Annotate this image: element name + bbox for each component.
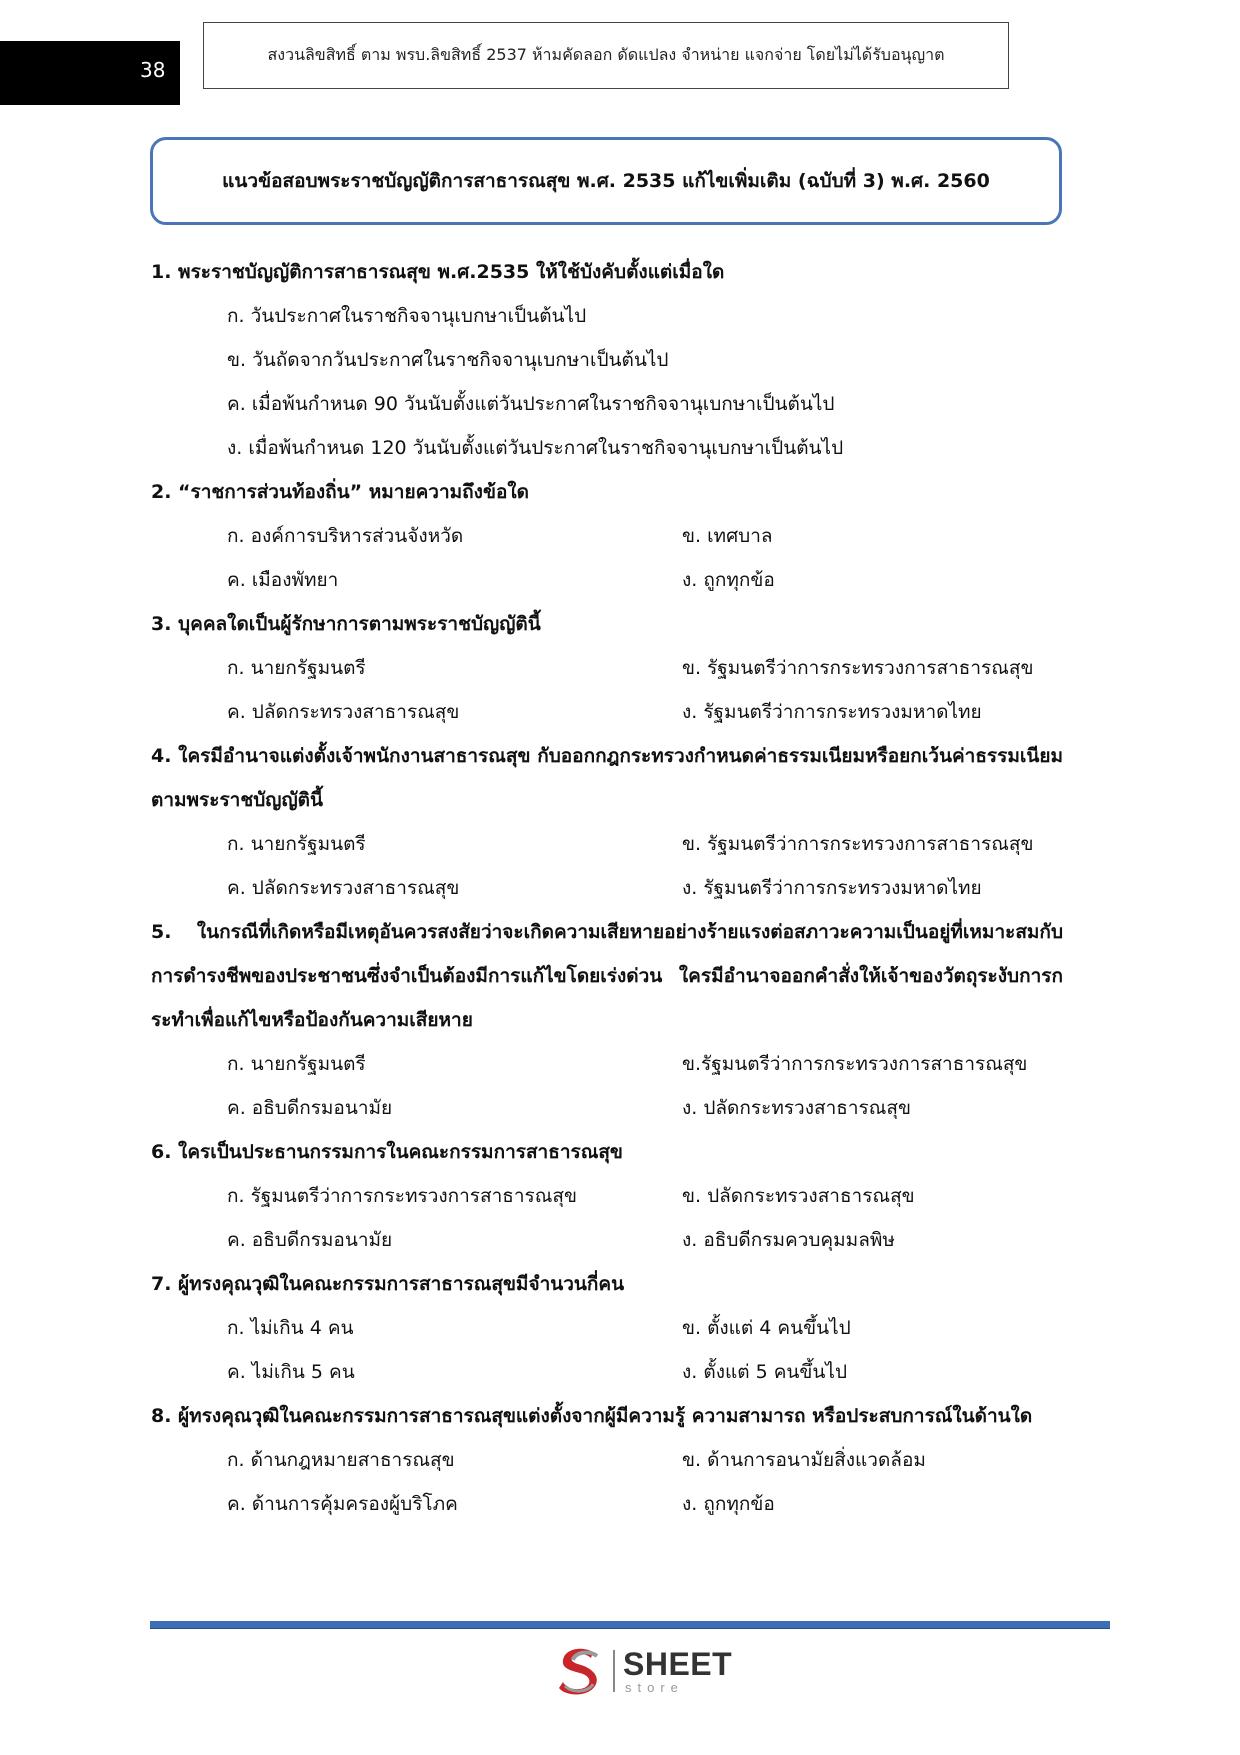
page-number: 38 bbox=[140, 58, 166, 82]
question-8-option-c: ค. ด้านการคุ้มครองผู้บริโภค bbox=[227, 1493, 458, 1515]
question-6-option-d: ง. อธิบดีกรมควบคุมมลพิษ bbox=[682, 1229, 895, 1251]
copyright-notice: สงวนลิขสิทธิ์ ตาม พรบ.ลิขสิทธิ์ 2537 ห้ามคัดลอก ดัดแปลง จำหน่าย แจกจ่าย โดยไม่ได้รับอนุญาต bbox=[203, 22, 1009, 89]
question-7: 7. ผู้ทรงคุณวุฒิในคณะกรรมการสาธารณสุขมีจำนวนกี่คน bbox=[151, 1273, 625, 1295]
question-3-row-2 bbox=[0, 690, 1240, 734]
question-5-option-d: ง. ปลัดกระทรวงสาธารณสุข bbox=[682, 1097, 911, 1119]
question-1-option-a: ก. วันประกาศในราชกิจจานุเบกษาเป็นต้นไป bbox=[227, 305, 587, 327]
question-2-row-2 bbox=[0, 558, 1240, 602]
page-number-tab bbox=[0, 41, 180, 105]
sheet-store-s-logo-icon bbox=[553, 1644, 607, 1698]
question-4-option-c: ค. ปลัดกระทรวงสาธารณสุข bbox=[227, 877, 460, 899]
question-list bbox=[0, 250, 1240, 1526]
question-8: 8. ผู้ทรงคุณวุฒิในคณะกรรมการสาธารณสุขแต่งตั้งจากผู้มีความรู้ ความสามารถ หรือประสบการณ์ในด้านใด bbox=[151, 1405, 1033, 1427]
question-5-row-1 bbox=[0, 1042, 1240, 1086]
question-2-row-1 bbox=[0, 514, 1240, 558]
question-1: 1. พระราชบัญญัติการสาธารณสุข พ.ศ.2535 ให้ใช้บังคับตั้งแต่เมื่อใด bbox=[151, 261, 725, 283]
question-7-option-b: ข. ตั้งแต่ 4 คนขึ้นไป bbox=[682, 1317, 851, 1339]
question-1-option-d: ง. เมื่อพ้นกำหนด 120 วันนับตั้งแต่วันประกาศในราชกิจจานุเบกษาเป็นต้นไป bbox=[227, 437, 844, 459]
question-7-option-c: ค. ไม่เกิน 5 คน bbox=[227, 1361, 355, 1383]
page-title: แนวข้อสอบพระราชบัญญัติการสาธารณสุข พ.ศ. 2535 แก้ไขเพิ่มเติม (ฉบับที่ 3) พ.ศ. 2560 bbox=[150, 137, 1062, 225]
question-5: 5. ในกรณีที่เกิดหรือมีเหตุอันควรสงสัยว่าจะเกิดความเสียหายอย่างร้ายแรงต่อสภาวะความเป็นอยู่ที่เหมาะสมกับการดำรงชีพของประชาชนซึ่งจำเป็นต้องมีการแก้ไขโดยเร่งด่วน ใครมีอำนาจออกคำสั่งให้เจ้าของวัตถุระงับการกระทำเพื่อแก้ไขหรือป้องกันความเสียหาย bbox=[151, 921, 1063, 1031]
question-7-row-2 bbox=[0, 1350, 1240, 1394]
question-2-option-d: ง. ถูกทุกข้อ bbox=[682, 569, 775, 591]
question-2-option-a: ก. องค์การบริหารส่วนจังหวัด bbox=[227, 525, 464, 547]
question-7-row-1 bbox=[0, 1306, 1240, 1350]
question-8-option-b: ข. ด้านการอนามัยสิ่งแวดล้อม bbox=[682, 1449, 926, 1471]
question-3: 3. บุคคลใดเป็นผู้รักษาการตามพระราชบัญญัตินี้ bbox=[151, 613, 541, 635]
logo-separator bbox=[613, 1650, 615, 1692]
question-2-option-b: ข. เทศบาล bbox=[682, 525, 773, 547]
question-4-option-d: ง. รัฐมนตรีว่าการกระทรวงมหาดไทย bbox=[682, 877, 982, 899]
question-7-option-a: ก. ไม่เกิน 4 คน bbox=[227, 1317, 354, 1339]
question-1-option-b: ข. วันถัดจากวันประกาศในราชกิจจานุเบกษาเป็นต้นไป bbox=[227, 349, 669, 371]
question-6-row-2 bbox=[0, 1218, 1240, 1262]
question-5-row-2 bbox=[0, 1086, 1240, 1130]
logo-subtext: store bbox=[625, 1680, 684, 1695]
question-3-option-c: ค. ปลัดกระทรวงสาธารณสุข bbox=[227, 701, 460, 723]
question-6-option-b: ข. ปลัดกระทรวงสาธารณสุข bbox=[682, 1185, 915, 1207]
logo-text: SHEET bbox=[623, 1646, 733, 1682]
question-3-option-b: ข. รัฐมนตรีว่าการกระทรวงการสาธารณสุข bbox=[682, 657, 1034, 679]
footer-divider bbox=[150, 1621, 1110, 1629]
question-2-option-c: ค. เมืองพัทยา bbox=[227, 569, 339, 591]
question-8-option-d: ง. ถูกทุกข้อ bbox=[682, 1493, 775, 1515]
question-6: 6. ใครเป็นประธานกรรมการในคณะกรรมการสาธารณสุข bbox=[151, 1141, 623, 1163]
sheet-store-logo bbox=[553, 1644, 733, 1698]
question-4-option-b: ข. รัฐมนตรีว่าการกระทรวงการสาธารณสุข bbox=[682, 833, 1034, 855]
question-4: 4. ใครมีอำนาจแต่งตั้งเจ้าพนักงานสาธารณสุข กับออกกฎกระทรวงกำหนดค่าธรรมเนียมหรือยกเว้นค่าธรรมเนียม ตามพระราชบัญญัตินี้ bbox=[151, 745, 1063, 811]
question-6-option-c: ค. อธิบดีกรมอนามัย bbox=[227, 1229, 393, 1251]
question-4-row-1 bbox=[0, 822, 1240, 866]
question-8-row-2 bbox=[0, 1482, 1240, 1526]
question-3-row-1 bbox=[0, 646, 1240, 690]
question-7-option-d: ง. ตั้งแต่ 5 คนขึ้นไป bbox=[682, 1361, 848, 1383]
question-5-option-b: ข.รัฐมนตรีว่าการกระทรวงการสาธารณสุข bbox=[682, 1053, 1028, 1075]
question-6-row-1 bbox=[0, 1174, 1240, 1218]
question-8-row-1 bbox=[0, 1438, 1240, 1482]
question-4-option-a: ก. นายกรัฐมนตรี bbox=[227, 833, 366, 855]
question-3-option-d: ง. รัฐมนตรีว่าการกระทรวงมหาดไทย bbox=[682, 701, 982, 723]
question-1-option-c: ค. เมื่อพ้นกำหนด 90 วันนับตั้งแต่วันประกาศในราชกิจจานุเบกษาเป็นต้นไป bbox=[227, 393, 835, 415]
question-3-option-a: ก. นายกรัฐมนตรี bbox=[227, 657, 366, 679]
question-2: 2. “ราชการส่วนท้องถิ่น” หมายความถึงข้อใด bbox=[151, 481, 529, 503]
question-5-option-a: ก. นายกรัฐมนตรี bbox=[227, 1053, 366, 1075]
question-4-row-2 bbox=[0, 866, 1240, 910]
question-5-option-c: ค. อธิบดีกรมอนามัย bbox=[227, 1097, 393, 1119]
question-6-option-a: ก. รัฐมนตรีว่าการกระทรวงการสาธารณสุข bbox=[227, 1185, 577, 1207]
question-8-option-a: ก. ด้านกฎหมายสาธารณสุข bbox=[227, 1449, 455, 1471]
